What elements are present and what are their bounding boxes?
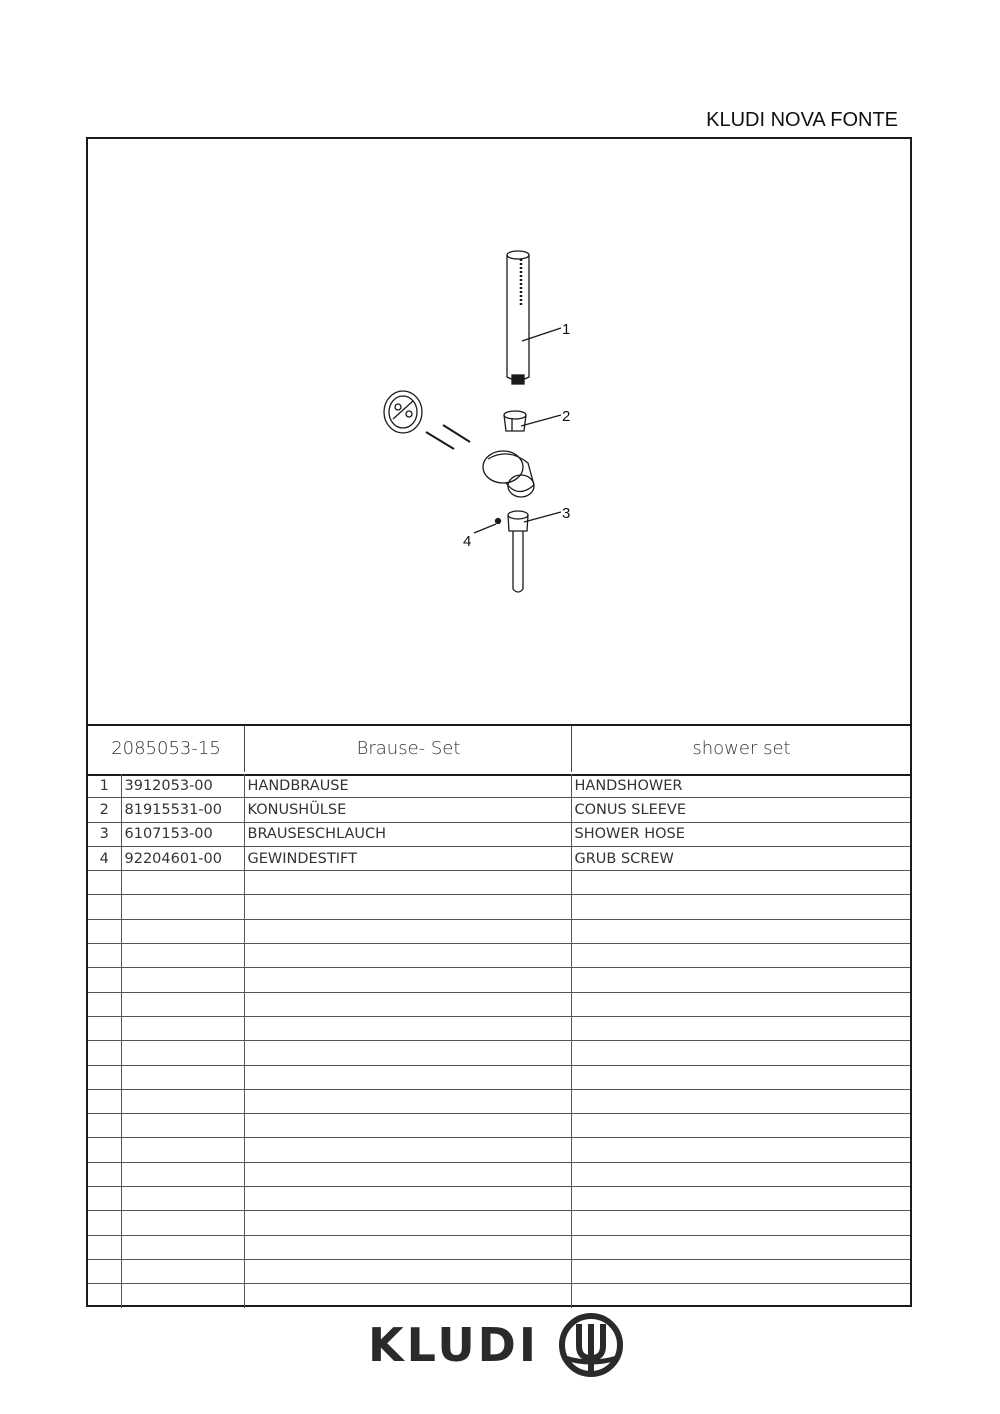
empty-table-row (88, 1259, 910, 1283)
position-cell: 4 (88, 846, 121, 870)
empty-cell (571, 919, 910, 943)
exploded-view-svg (88, 139, 910, 724)
product-name-de: Brause- Set (244, 726, 572, 772)
empty-cell (244, 1065, 571, 1089)
empty-cell (244, 1235, 571, 1259)
empty-table-row (88, 1162, 910, 1186)
page-title: KLUDI NOVA FONTE (706, 109, 898, 131)
conus-sleeve-part (504, 411, 526, 431)
callout-2: 2 (562, 408, 571, 425)
empty-cell (88, 1187, 121, 1211)
description-en-cell: GRUB SCREW (571, 846, 910, 870)
empty-cell (121, 1235, 244, 1259)
empty-cell (121, 919, 244, 943)
empty-cell (244, 968, 571, 992)
empty-cell (121, 968, 244, 992)
callout-3: 3 (562, 505, 571, 522)
brand-wordmark: KLUDI (368, 1318, 539, 1372)
position-cell: 2 (88, 798, 121, 822)
empty-table-row (88, 895, 910, 919)
empty-cell (244, 1162, 571, 1186)
empty-cell (244, 992, 571, 1016)
empty-table-row (88, 1187, 910, 1211)
empty-cell (88, 944, 121, 968)
description-en-cell: HANDSHOWER (571, 774, 910, 798)
empty-table-row (88, 992, 910, 1016)
hose-part (508, 511, 528, 592)
empty-cell (571, 968, 910, 992)
empty-cell (121, 1187, 244, 1211)
empty-cell (571, 1235, 910, 1259)
empty-cell (121, 1211, 244, 1235)
position-cell: 1 (88, 774, 121, 798)
empty-cell (244, 895, 571, 919)
empty-table-row (88, 944, 910, 968)
empty-table-row (88, 1211, 910, 1235)
empty-cell (244, 1138, 571, 1162)
empty-cell (121, 871, 244, 895)
empty-cell (121, 1162, 244, 1186)
empty-cell (244, 1089, 571, 1113)
article-cell: 92204601-00 (121, 846, 244, 870)
description-de-cell: BRAUSESCHLAUCH (244, 822, 571, 846)
empty-cell (88, 1016, 121, 1040)
empty-cell (571, 1284, 910, 1308)
description-en-cell: SHOWER HOSE (571, 822, 910, 846)
empty-cell (88, 1162, 121, 1186)
empty-cell (121, 1089, 244, 1113)
article-cell: 6107153-00 (121, 822, 244, 846)
empty-cell (88, 1235, 121, 1259)
kludi-emblem-icon (553, 1312, 629, 1378)
table-row (88, 822, 910, 846)
empty-table-row (88, 919, 910, 943)
empty-cell (244, 1211, 571, 1235)
empty-cell (244, 919, 571, 943)
empty-table-row (88, 1284, 910, 1308)
screws-part (426, 425, 470, 449)
empty-cell (571, 1162, 910, 1186)
empty-cell (121, 1138, 244, 1162)
empty-cell (571, 1016, 910, 1040)
table-row (88, 774, 910, 798)
empty-cell (88, 968, 121, 992)
empty-cell (88, 919, 121, 943)
article-number: 2085053-15 (111, 738, 221, 759)
empty-cell (121, 1284, 244, 1308)
empty-cell (244, 1041, 571, 1065)
empty-table-row (88, 1089, 910, 1113)
title-row (88, 724, 910, 776)
description-de-cell: HANDBRAUSE (244, 774, 571, 798)
empty-table-row (88, 1114, 910, 1138)
wall-bracket-part (384, 391, 422, 433)
empty-cell (571, 1114, 910, 1138)
empty-table-row (88, 968, 910, 992)
empty-cell (121, 992, 244, 1016)
empty-cell (571, 1041, 910, 1065)
empty-cell (571, 1138, 910, 1162)
empty-cell (121, 1114, 244, 1138)
table-row (88, 846, 910, 870)
empty-cell (244, 1114, 571, 1138)
empty-table-row (88, 1138, 910, 1162)
empty-cell (571, 1211, 910, 1235)
parts-table (88, 774, 910, 1308)
empty-cell (88, 1041, 121, 1065)
table-row (88, 798, 910, 822)
empty-cell (571, 944, 910, 968)
empty-cell (571, 895, 910, 919)
empty-cell (88, 1138, 121, 1162)
empty-cell (244, 1016, 571, 1040)
position-cell: 3 (88, 822, 121, 846)
article-cell: 3912053-00 (121, 774, 244, 798)
empty-cell (571, 871, 910, 895)
empty-cell (88, 871, 121, 895)
article-cell: 81915531-00 (121, 798, 244, 822)
empty-cell (88, 895, 121, 919)
empty-table-row (88, 1041, 910, 1065)
kludi-logo (368, 1312, 629, 1378)
empty-cell (121, 1016, 244, 1040)
callout-1: 1 (562, 321, 571, 338)
empty-cell (244, 944, 571, 968)
empty-cell (121, 1041, 244, 1065)
empty-cell (88, 1284, 121, 1308)
empty-cell (121, 1259, 244, 1283)
exploded-view-drawing (88, 139, 910, 724)
empty-cell (88, 1211, 121, 1235)
empty-cell (88, 1065, 121, 1089)
empty-table-row (88, 1065, 910, 1089)
empty-cell (571, 1089, 910, 1113)
empty-cell (88, 1089, 121, 1113)
description-de-cell: KONUSHÜLSE (244, 798, 571, 822)
empty-cell (244, 1259, 571, 1283)
empty-cell (571, 1065, 910, 1089)
empty-cell (88, 992, 121, 1016)
empty-table-row (88, 1235, 910, 1259)
empty-cell (244, 871, 571, 895)
drawing-frame (86, 137, 912, 1307)
grub-screw-part (496, 519, 501, 524)
description-de-cell: GEWINDESTIFT (244, 846, 571, 870)
empty-cell (121, 944, 244, 968)
handshower-part (507, 251, 529, 384)
empty-cell (121, 1065, 244, 1089)
holder-part (483, 451, 534, 497)
empty-cell (244, 1187, 571, 1211)
product-name-en: shower set (571, 726, 911, 772)
callout-4: 4 (463, 533, 472, 550)
empty-cell (88, 1114, 121, 1138)
empty-cell (244, 1284, 571, 1308)
empty-cell (88, 1259, 121, 1283)
empty-cell (571, 1187, 910, 1211)
description-en-cell: CONUS SLEEVE (571, 798, 910, 822)
empty-table-row (88, 871, 910, 895)
empty-cell (571, 1259, 910, 1283)
empty-cell (571, 992, 910, 1016)
empty-cell (121, 895, 244, 919)
empty-table-row (88, 1016, 910, 1040)
